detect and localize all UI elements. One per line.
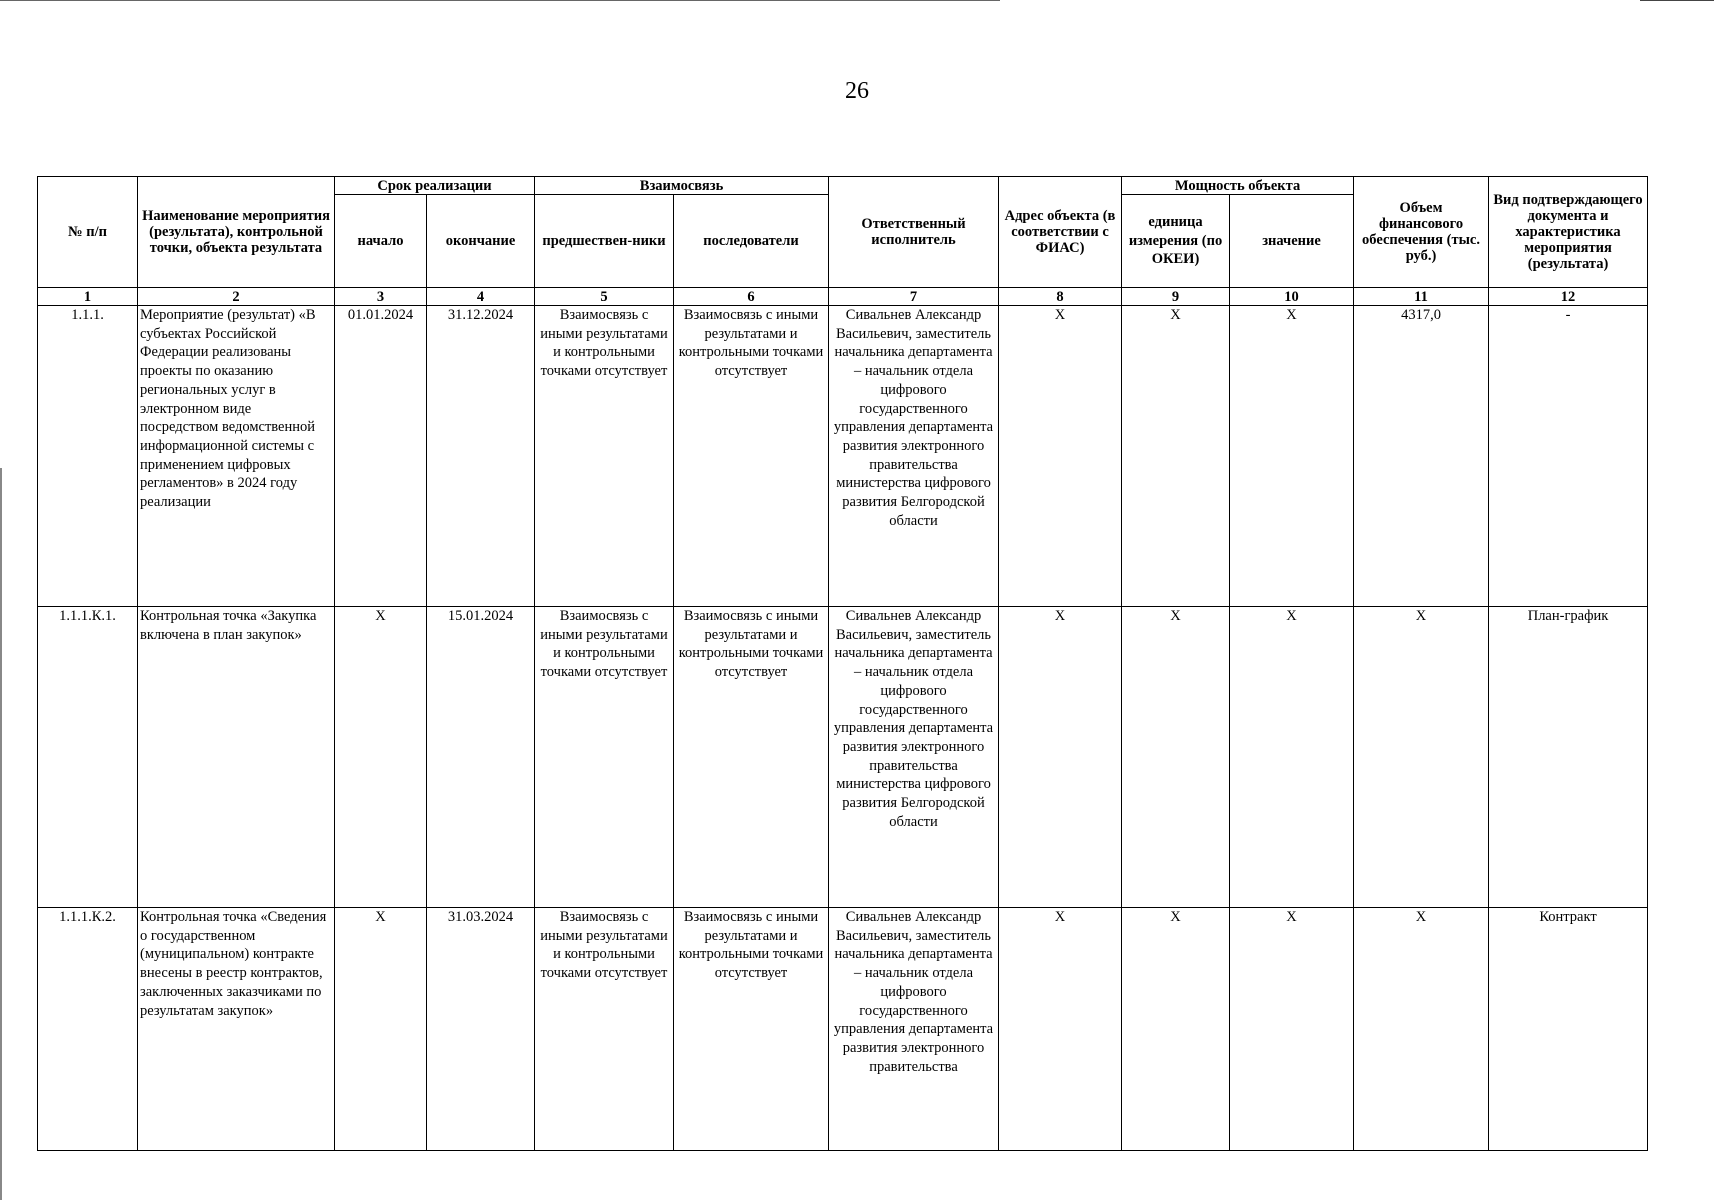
row-predecessors: Взаимосвязь с иными результатами и контрольными точками отсутствует (535, 306, 674, 607)
column-number: 8 (999, 288, 1122, 306)
row-address: X (999, 908, 1122, 1151)
column-number: 3 (335, 288, 427, 306)
page-number: 26 (845, 78, 869, 104)
row-num: 1.1.1.К.1. (38, 607, 138, 908)
row-start: X (335, 607, 427, 908)
header-address: Адрес объекта (в соответствии с ФИАС) (999, 177, 1122, 288)
column-number: 7 (829, 288, 999, 306)
row-predecessors: Взаимосвязь с иными результатами и контрольными точками отсутствует (535, 908, 674, 1151)
header-capacity-group: Мощность объекта (1122, 177, 1354, 195)
row-name: Контрольная точка «Закупка включена в план закупок» (138, 607, 335, 908)
row-successors: Взаимосвязь с иными результатами и контрольными точками отсутствует (674, 306, 829, 607)
column-number: 9 (1122, 288, 1230, 306)
row-successors: Взаимосвязь с иными результатами и контрольными точками отсутствует (674, 607, 829, 908)
scan-edge-left (0, 468, 2, 1200)
row-doc-type: План-график (1489, 607, 1648, 908)
row-end: 31.12.2024 (427, 306, 535, 607)
row-finance: X (1354, 908, 1489, 1151)
row-unit: X (1122, 306, 1230, 607)
header-name: Наименование мероприятия (результата), контрольной точки, объекта результата (138, 177, 335, 288)
row-end: 31.03.2024 (427, 908, 535, 1151)
row-unit: X (1122, 908, 1230, 1151)
column-number: 1 (38, 288, 138, 306)
header-predecessors: предшествен-ники (535, 195, 674, 288)
header-end: окончание (427, 195, 535, 288)
column-number: 12 (1489, 288, 1648, 306)
header-successors: последователи (674, 195, 829, 288)
column-number: 6 (674, 288, 829, 306)
header-relation-group: Взаимосвязь (535, 177, 829, 195)
row-value: X (1230, 607, 1354, 908)
row-responsible: Сивальнев Александр Васильевич, заместитель начальника департамента – начальник отдела цифрового государственного управления департамента развития электронного правительства министерства цифрового развития Белгородской области (829, 607, 999, 908)
row-value: X (1230, 306, 1354, 607)
row-start: X (335, 908, 427, 1151)
row-unit: X (1122, 607, 1230, 908)
row-doc-type: Контракт (1489, 908, 1648, 1151)
header-period-group: Срок реализации (335, 177, 535, 195)
column-number: 11 (1354, 288, 1489, 306)
column-number: 10 (1230, 288, 1354, 306)
column-number: 2 (138, 288, 335, 306)
header-num: № п/п (38, 177, 138, 288)
table-row (38, 607, 1648, 908)
header-start: начало (335, 195, 427, 288)
row-doc-type: - (1489, 306, 1648, 607)
row-value: X (1230, 908, 1354, 1151)
row-predecessors: Взаимосвязь с иными результатами и контрольными точками отсутствует (535, 607, 674, 908)
row-finance: X (1354, 607, 1489, 908)
scan-edge-top-right (1640, 0, 1714, 1)
column-number: 5 (535, 288, 674, 306)
implementation-plan-table (37, 176, 1648, 1151)
header-finance: Объем финансового обеспечения (тыс. руб.) (1354, 177, 1489, 288)
header-responsible: Ответственный исполнитель (829, 177, 999, 288)
row-start: 01.01.2024 (335, 306, 427, 607)
table-row (38, 306, 1648, 607)
header-unit: единица измерения (по ОКЕИ) (1122, 195, 1230, 288)
header-doc-type: Вид подтверждающего документа и характеристика мероприятия (результата) (1489, 177, 1648, 288)
row-num: 1.1.1. (38, 306, 138, 607)
row-successors: Взаимосвязь с иными результатами и контрольными точками отсутствует (674, 908, 829, 1151)
row-responsible: Сивальнев Александр Васильевич, заместитель начальника департамента – начальник отдела цифрового государственного управления департамента развития электронного правительства (829, 908, 999, 1151)
row-address: X (999, 607, 1122, 908)
row-name: Мероприятие (результат) «В субъектах Российской Федерации реализованы проекты по оказанию региональных услуг в электронном виде посредством ведомственной информационной системы с применением цифровых регламентов» в 2024 году реализации (138, 306, 335, 607)
row-name: Контрольная точка «Сведения о государственном (муниципальном) контракте внесены в реестр контрактов, заключенных заказчиками по результатам закупок» (138, 908, 335, 1151)
row-end: 15.01.2024 (427, 607, 535, 908)
row-finance: 4317,0 (1354, 306, 1489, 607)
row-num: 1.1.1.К.2. (38, 908, 138, 1151)
scan-edge-top (0, 0, 1000, 1)
header-value: значение (1230, 195, 1354, 288)
table-row (38, 908, 1648, 1151)
row-address: X (999, 306, 1122, 607)
column-number: 4 (427, 288, 535, 306)
row-responsible: Сивальнев Александр Васильевич, заместитель начальника департамента – начальник отдела цифрового государственного управления департамента развития электронного правительства министерства цифрового развития Белгородской области (829, 306, 999, 607)
